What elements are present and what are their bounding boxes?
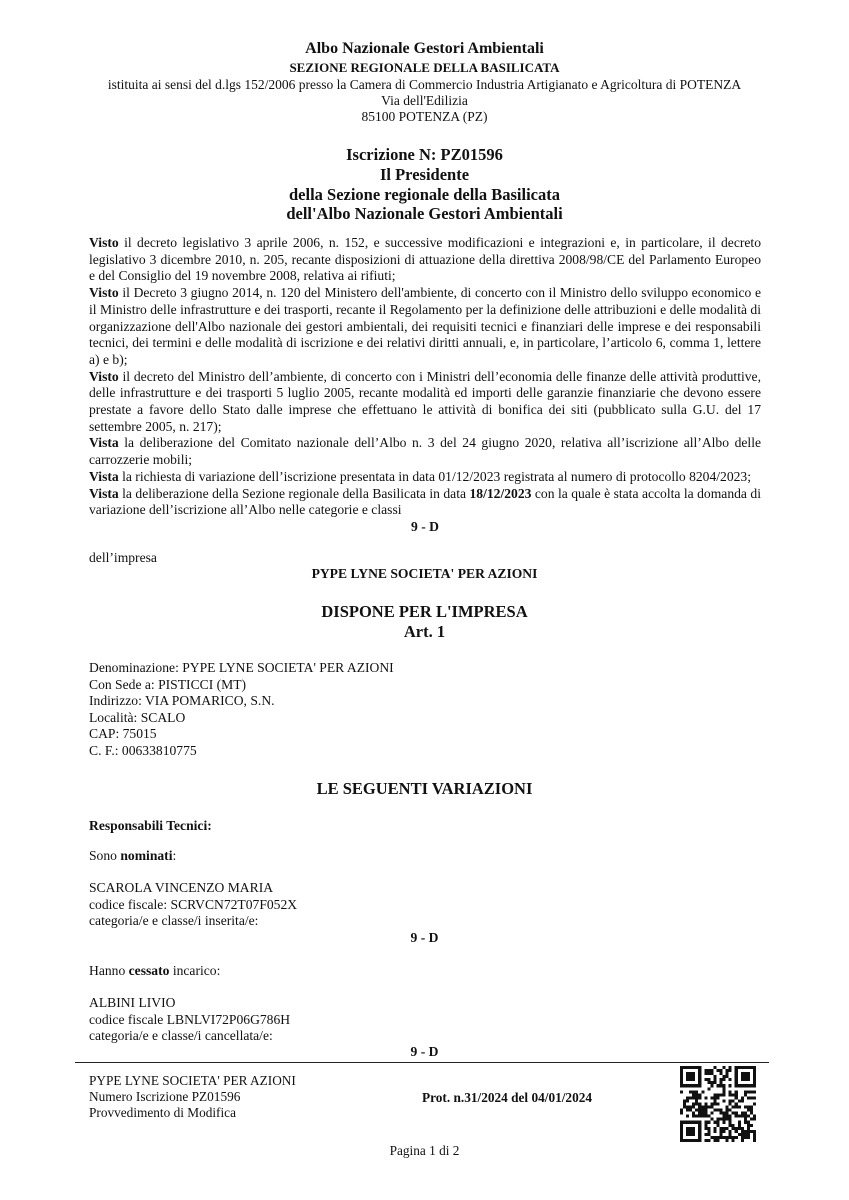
nominee-category-label: categoria/e e classe/i inserita/e: xyxy=(89,913,259,928)
company-name: PYPE LYNE SOCIETA' PER AZIONI xyxy=(311,566,538,581)
footer-left xyxy=(89,1073,296,1121)
nominee-category: 9 - D xyxy=(410,930,439,945)
recital-lead: Vista xyxy=(89,485,119,501)
recital-lead: Visto xyxy=(89,235,119,250)
ceased-cf: codice fiscale LBNLVI72P06G786H xyxy=(89,1011,291,1027)
company-details xyxy=(89,660,394,759)
footer-measure: Provvedimento di Modifica xyxy=(89,1105,236,1120)
section-title: della Sezione regionale della Basilicata xyxy=(288,185,560,204)
albo-title: dell'Albo Nazionale Gestori Ambientali xyxy=(286,204,563,223)
established-line: istituita ai sensi del d.lgs 152/2006 presso la Camera di Commercio Industria Artigianato e Agricoltura di POTENZA xyxy=(107,77,742,92)
recital-text: il decreto del Ministro dell’ambiente, di concerto con i Ministri dell’economia delle finanze delle attività produttive, delle infrastrutture e dei trasporti 5 luglio 2005, recante modalità ed importi delle garanzie finanziarie che devono essere prestate a favore dello Stato dalle imprese che effettuano le attività di bonifica dei siti (pubblicato sulla G.U. del 17 settembre 2005, n. 217); xyxy=(89,368,761,434)
recital-2 xyxy=(89,285,761,369)
recital-lead: Visto xyxy=(89,368,119,384)
dispone-heading: DISPONE PER L'IMPRESA xyxy=(321,602,528,621)
deliberation-date: 18/12/2023 xyxy=(469,485,532,501)
page-number: Pagina 1 di 2 xyxy=(389,1143,460,1158)
recital-6 xyxy=(89,486,761,519)
detail-seat: Con Sede a: PISTICCI (MT) xyxy=(89,676,247,692)
nominee-name: SCAROLA VINCENZO MARIA xyxy=(89,880,274,895)
recital-lead: Visto xyxy=(89,285,119,301)
nominated-word: nominati xyxy=(120,848,173,863)
detail-denomination: Denominazione: PYPE LYNE SOCIETA' PER AZIONI xyxy=(89,660,394,675)
recital-text: la deliberazione della Sezione regionale della Basilicata in data xyxy=(118,485,470,501)
ceased-category-label: categoria/e e classe/i cancellata/e: xyxy=(89,1028,273,1043)
category-class: 9 - D xyxy=(411,518,439,534)
recital-4 xyxy=(89,435,761,468)
recital-text: la richiesta di variazione dell’iscrizione presentata in data 01/12/2023 registrata al numero di protocollo 8204/2023; xyxy=(118,468,751,484)
detail-tax-code: C. F.: 00633810775 xyxy=(89,742,197,758)
detail-locality: Località: SCALO xyxy=(89,709,186,725)
ceased-name: ALBINI LIVIO xyxy=(89,995,176,1010)
address-city: 85100 POTENZA (PZ) xyxy=(361,109,488,124)
variations-heading: LE SEGUENTI VARIAZIONI xyxy=(316,779,533,798)
recital-1 xyxy=(89,235,761,285)
ceased-block xyxy=(89,995,290,1045)
registration-number: Iscrizione N: PZ01596 xyxy=(346,145,503,164)
recital-5 xyxy=(89,469,761,486)
president-title: Il Presidente xyxy=(379,165,470,184)
nominated-suffix: : xyxy=(172,848,177,863)
address-street: Via dell'Edilizia xyxy=(381,93,468,108)
nominated-prefix: Sono xyxy=(89,848,121,863)
nominee-cf: codice fiscale: SCRVCN72T07F052X xyxy=(89,896,298,912)
nominee-block xyxy=(89,880,297,930)
recital-text: il decreto legislativo 3 aprile 2006, n. 152, e successive modificazioni e integrazioni e, in particolare, il decreto legislativo 3 dicembre 2010, n. 205, recante disposizioni di attuazione della direttiva 2008/98/CE del Parlamento Europeo e del Consiglio del 19 novembre 2008, relativa ai rifiuti; xyxy=(89,235,761,284)
technical-heading: Responsabili Tecnici: xyxy=(89,818,212,833)
ceased-suffix: incarico: xyxy=(169,963,221,978)
qr-code-icon xyxy=(680,1066,756,1142)
article-heading: Art. 1 xyxy=(403,622,446,641)
recital-lead: Vista xyxy=(89,435,119,451)
of-company-label: dell’impresa xyxy=(89,550,157,565)
recital-lead: Vista xyxy=(89,468,119,484)
ceased-prefix: Hanno xyxy=(89,963,129,978)
recital-3 xyxy=(89,369,761,436)
recital-text: la deliberazione del Comitato nazionale dell’Albo n. 3 del 24 giugno 2020, relativa all’iscrizione all’Albo delle carrozzerie mobili; xyxy=(89,435,761,468)
footer-registration: Numero Iscrizione PZ01596 xyxy=(89,1089,241,1104)
detail-address: Indirizzo: VIA POMARICO, S.N. xyxy=(89,693,275,708)
footer-company: PYPE LYNE SOCIETA' PER AZIONI xyxy=(89,1073,296,1088)
nominated-line xyxy=(89,848,176,865)
footer-divider xyxy=(75,1062,769,1063)
recitals-block xyxy=(89,235,761,536)
recital-text: il Decreto 3 giugno 2014, n. 120 del Ministero dell'ambiente, di concerto con il Ministro dello sviluppo economico e il Ministro delle infrastrutture e dei trasporti, recante il Regolamento per la definizione delle attribuzioni e delle modalità di organizzazione dell'Albo nazionale dei gestori ambientali, dei requisiti tecnici e finanziari delle imprese e dei responsabili tecnici, dei termini e delle modalità di iscrizione e dei relativi diritti annuali, e, in particolare, l’articolo 6, comma 1, lettere a) e b); xyxy=(89,285,761,367)
protocol-number: Prot. n.31/2024 del 04/01/2024 xyxy=(422,1090,593,1105)
ceased-word: cessato xyxy=(128,963,170,978)
org-name: Albo Nazionale Gestori Ambientali xyxy=(305,40,544,57)
recital-text: con la quale è stata accolta la domanda di variazione dell’iscrizione all’Albo nelle categorie e classi xyxy=(89,485,761,518)
section-name: SEZIONE REGIONALE DELLA BASILICATA xyxy=(289,60,560,75)
ceased-category: 9 - D xyxy=(410,1044,439,1059)
detail-cap: CAP: 75015 xyxy=(89,726,157,741)
ceased-line xyxy=(89,963,220,980)
